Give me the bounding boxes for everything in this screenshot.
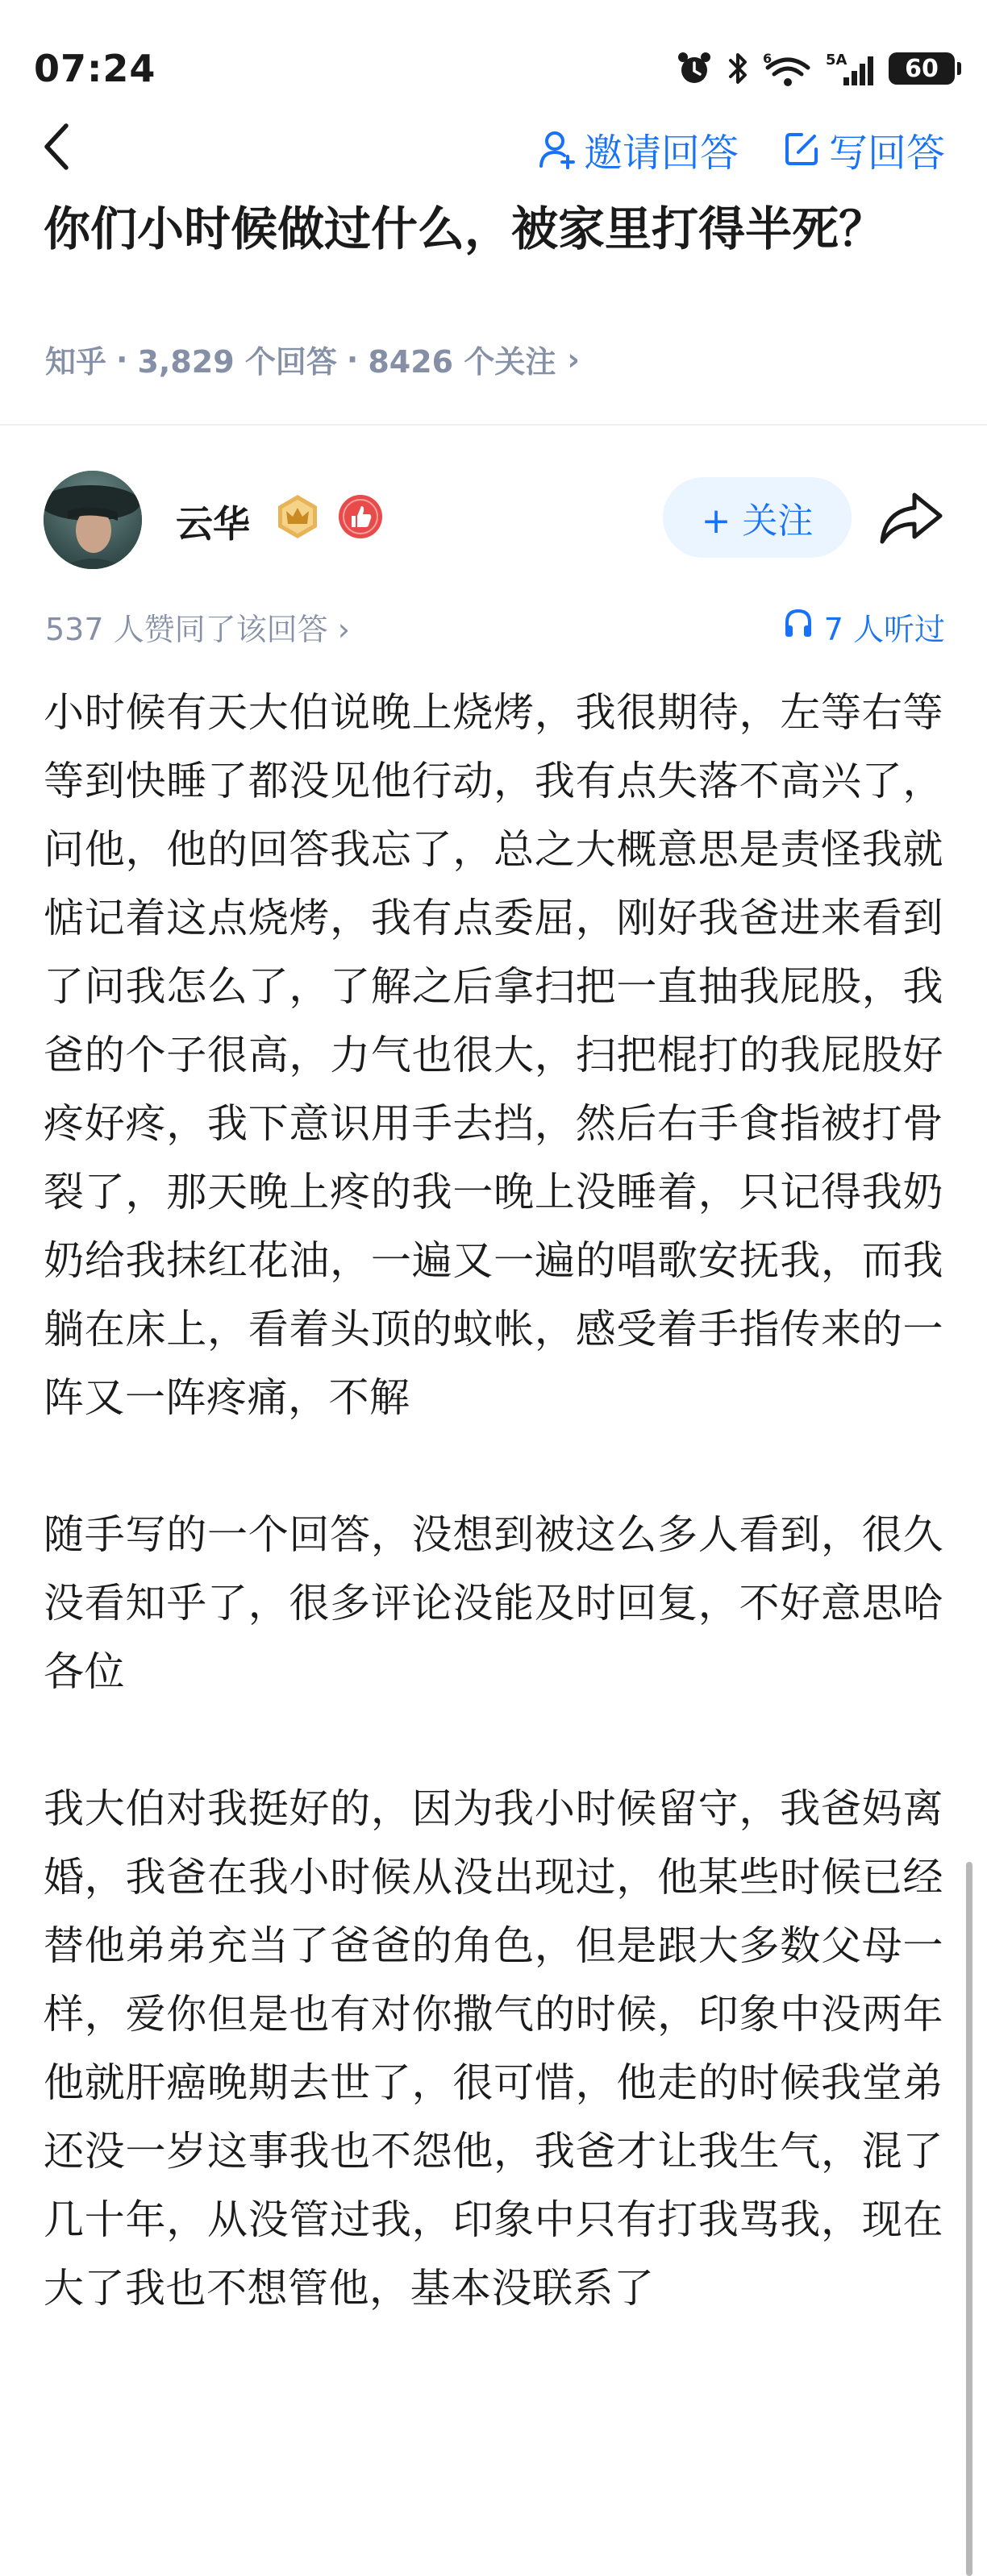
back-button[interactable]	[40, 116, 97, 181]
question-meta[interactable]	[45, 337, 580, 381]
author-row	[0, 463, 987, 575]
avatar[interactable]	[44, 471, 142, 569]
network-type-text: 5A	[826, 52, 847, 69]
meta-separator: ·	[346, 341, 359, 377]
answer-paragraph: 小时候有天大伯说晚上烧烤，我很期待，左等右等等到快睡了都没见他行动，我有点失落不高兴了，问他，他的回答我忘了，总之大概意思是责怪我就惦记着这点烧烤，我有点委屈，刚好我爸进来看到了问我怎么了，了解之后拿扫把一直抽我屁股，我爸的个子很高，力气也很大，扫把棍打的我屁股好疼好疼，我下意识用手去挡，然后右手食指被打骨裂了，那天晚上疼的我一晚上没睡着，只记得我奶奶给我抹红花油，一遍又一遍的唱歌安抚我，而我躺在床上，看着头顶的蚊帐，感受着手指传来的一阵又一阵疼痛，不解	[44, 689, 943, 1421]
wifi-gen-text: 6	[763, 51, 773, 66]
chevron-right-icon: ›	[567, 341, 580, 377]
chevron-left-icon	[40, 121, 73, 176]
person-plus-icon	[539, 129, 576, 169]
invite-answer-button[interactable]	[539, 122, 739, 177]
headphones-icon	[784, 608, 813, 646]
question-source: 知乎	[45, 344, 107, 380]
write-answer-button[interactable]	[782, 122, 945, 177]
meta-separator: ·	[116, 341, 128, 377]
alarm-icon	[676, 50, 713, 87]
gold-crown-badge-icon[interactable]	[274, 493, 321, 540]
answer-body	[44, 679, 943, 2323]
battery-icon: 60	[889, 52, 955, 85]
nav-actions	[539, 121, 945, 177]
follower-count: 8426 个关注	[368, 344, 556, 380]
upvote-count[interactable]: 537 人赞同了该回答 ›	[45, 612, 350, 647]
status-bar	[0, 0, 987, 105]
listen-count-button[interactable]	[784, 605, 945, 649]
listen-count-label: 7 人听过	[823, 612, 945, 647]
follow-button[interactable]: + 关注	[663, 477, 852, 558]
divider	[0, 424, 987, 426]
edit-icon	[782, 130, 821, 168]
status-icons	[676, 48, 955, 89]
share-icon	[877, 536, 945, 551]
invite-answer-label: 邀请回答	[583, 130, 739, 176]
bluetooth-icon	[726, 50, 750, 87]
wifi-icon	[763, 50, 813, 87]
share-button[interactable]	[877, 490, 945, 548]
write-answer-label: 写回答	[828, 130, 945, 176]
scrollbar[interactable]	[966, 1862, 972, 2576]
signal-icon	[826, 50, 876, 87]
answer-paragraph: 我大伯对我挺好的，因为我小时候留守，我爸妈离婚，我爸在我小时候从没出现过，他某些时候已经替他弟弟充当了爸爸的角色，但是跟大多数父母一样，爱你但是也有对你撒气的时候，印象中没两年他就肝癌晚期去世了，很可惜，他走的时候我堂弟还没一岁这事我也不怨他，我爸才让我生气，混了几十年，从没管过我，印象中只有打我骂我，现在大了我也不想管他，基本没联系了	[44, 1785, 943, 2312]
top-nav	[0, 113, 987, 185]
answer-count: 3,829 个回答	[137, 344, 337, 380]
status-time: 07:24	[34, 47, 156, 90]
author-name[interactable]: 云华	[176, 502, 250, 546]
answer-paragraph: 随手写的一个回答，没想到被这么多人看到，很久没看知乎了，很多评论没能及时回复，不好意思哈各位	[44, 1511, 943, 1695]
red-thumb-badge-icon[interactable]	[337, 493, 384, 540]
question-title[interactable]: 你们小时候做过什么，被家里打得半死？	[44, 202, 886, 256]
